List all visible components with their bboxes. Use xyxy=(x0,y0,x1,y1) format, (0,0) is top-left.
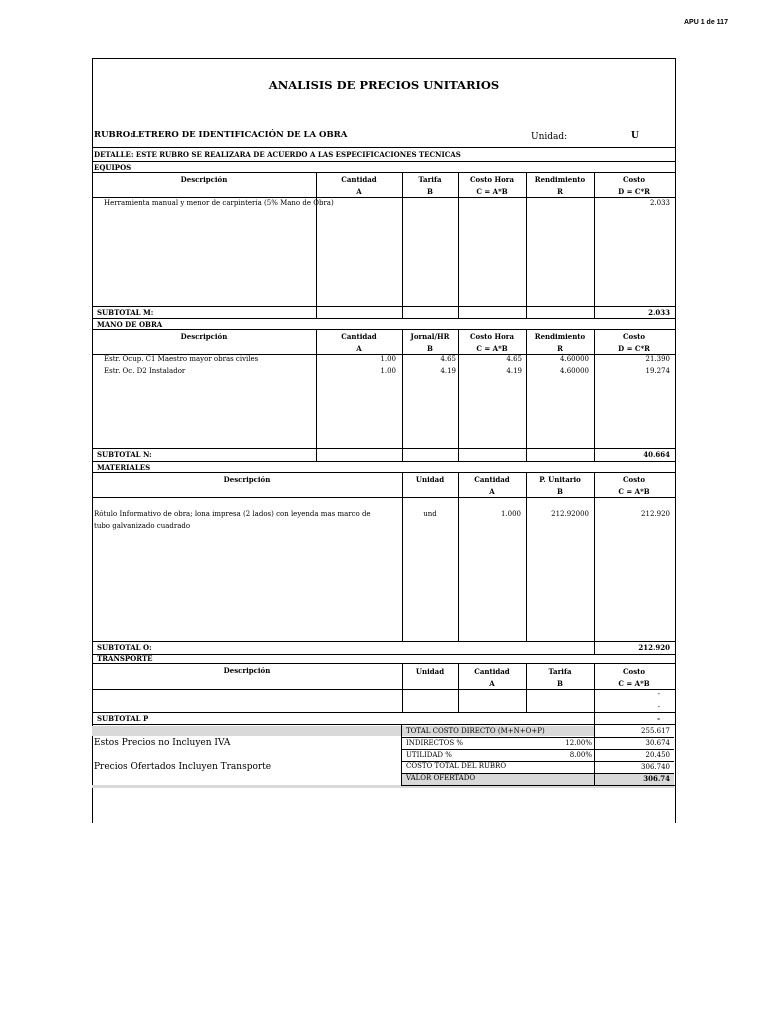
trans-subtotal-label: SUBTOTAL P xyxy=(97,714,149,723)
mat-subtotal: 212.920 xyxy=(638,643,670,652)
mano-row-rendimiento: 4.60000 xyxy=(560,367,589,375)
total-directo-label: TOTAL COSTO DIRECTO (M+N+O+P) xyxy=(406,727,545,735)
costo-total-label: COSTO TOTAL DEL RUBRO xyxy=(406,762,507,770)
trans-row-dash: - xyxy=(657,703,660,711)
equipos-header-costo: Costo xyxy=(622,175,646,184)
equipos-header-tarifa: Tarifa xyxy=(418,175,442,184)
equipos-subtotal-label: SUBTOTAL M: xyxy=(97,308,154,317)
equipos-row-costo: 2.033 xyxy=(649,199,670,207)
equipos-sub-r: R xyxy=(557,187,563,196)
equipos-sub-a: A xyxy=(356,187,362,196)
mat-row-desc-line2: tubo galvanizado cuadrado xyxy=(94,522,191,530)
mat-row-cantidad: 1.000 xyxy=(500,510,521,518)
mano-header-cantidad: Cantidad xyxy=(341,332,377,341)
detalle-text: DETALLE: ESTE RUBRO SE REALIZARA DE ACUERDO A LAS ESPECIFICACIONES TECNICAS xyxy=(94,150,461,159)
mano-row-rendimiento: 4.60000 xyxy=(560,355,589,363)
mano-header-costo: Costo xyxy=(622,332,646,341)
section-equipos: EQUIPOS xyxy=(94,163,132,172)
trans-header-cantidad: Cantidad xyxy=(474,667,510,676)
equipos-subtotal: 2.033 xyxy=(648,308,670,317)
mano-sub-d: D = C*R xyxy=(618,344,650,353)
unidad-value: U xyxy=(631,131,639,141)
mano-sub-b: B xyxy=(427,344,433,353)
mano-subtotal: 40.664 xyxy=(643,450,670,459)
mano-row-costo: 19.274 xyxy=(645,367,670,375)
equipos-sub-b: B xyxy=(427,187,433,196)
mano-row-jornal: 4.65 xyxy=(440,355,456,363)
mano-row-costo-hora: 4.65 xyxy=(506,355,522,363)
equipos-sub-c: C = A*B xyxy=(476,187,508,196)
trans-row-dash: - xyxy=(657,690,660,698)
mat-sub-a: A xyxy=(489,487,495,496)
indirectos-pct: 12.00% xyxy=(565,739,592,747)
mano-row-cantidad: 1.00 xyxy=(380,367,396,375)
mano-header-costo-hora: Costo Hora xyxy=(469,332,515,341)
equipos-header-costo-hora: Costo Hora xyxy=(469,175,515,184)
trans-header-desc: Descripción xyxy=(223,666,271,675)
trans-sub-b: B xyxy=(557,679,563,688)
mano-row-cantidad: 1.00 xyxy=(380,355,396,363)
equipos-header-rendimiento: Rendimiento xyxy=(534,175,586,184)
trans-sub-a: A xyxy=(489,679,495,688)
mat-subtotal-label: SUBTOTAL O: xyxy=(97,643,152,652)
trans-header-unidad: Unidad xyxy=(415,667,445,676)
costo-total-value: 306.740 xyxy=(641,763,670,771)
mat-header-costo: Costo xyxy=(622,475,646,484)
utilidad-value: 20.450 xyxy=(645,751,670,759)
mano-header-rendimiento: Rendimiento xyxy=(534,332,586,341)
mano-subtotal-label: SUBTOTAL N: xyxy=(97,450,152,459)
total-directo-value: 255.617 xyxy=(641,727,670,735)
valor-ofertado-label: VALOR OFERTADO xyxy=(406,774,476,782)
mat-sub-c: C = A*B xyxy=(618,487,650,496)
mano-header-jornal: Jornal/HR xyxy=(410,332,450,341)
mat-row-desc-line1: Rótulo Informativo de obra; lona impresa (2 lados) con leyenda mas marco de xyxy=(94,510,371,518)
note-transporte: Precios Ofertados Incluyen Transporte xyxy=(94,762,272,772)
mat-header-unidad: Unidad xyxy=(415,475,445,484)
section-materiales: MATERIALES xyxy=(97,463,151,472)
trans-sub-c: C = A*B xyxy=(618,679,650,688)
mano-header-desc: Descripción xyxy=(180,332,228,341)
equipos-header-desc: Descripción xyxy=(180,175,228,184)
utilidad-pct: 8.00% xyxy=(569,751,592,759)
mano-row-desc: Estr. Ocup. C1 Maestro mayor obras civiles xyxy=(104,355,259,363)
indirectos-label: INDIRECTOS % xyxy=(406,739,464,747)
mano-sub-a: A xyxy=(356,344,362,353)
equipos-sub-d: D = C*R xyxy=(618,187,650,196)
mat-row-p-unitario: 212.92000 xyxy=(551,510,589,518)
mano-sub-c: C = A*B xyxy=(476,344,508,353)
equipos-header-cantidad: Cantidad xyxy=(341,175,377,184)
mano-row-costo-hora: 4.19 xyxy=(506,367,522,375)
section-transporte: TRANSPORTE xyxy=(97,654,153,663)
mano-row-costo: 21.390 xyxy=(645,355,670,363)
page-number: APU 1 de 117 xyxy=(684,19,728,26)
rubro-label: RUBRO: xyxy=(94,130,134,140)
rubro-name: LETRERO DE IDENTIFICACIÓN DE LA OBRA xyxy=(132,130,348,140)
mano-sub-r: R xyxy=(557,344,563,353)
section-mano-obra: MANO DE OBRA xyxy=(97,320,163,329)
unidad-label: Unidad: xyxy=(531,132,568,142)
mat-sub-b: B xyxy=(557,487,563,496)
mat-row-costo: 212.920 xyxy=(641,510,670,518)
note-iva: Estos Precios no Incluyen IVA xyxy=(94,738,231,748)
mat-header-desc: Descripción xyxy=(223,475,271,484)
trans-header-costo: Costo xyxy=(622,667,646,676)
mat-header-p-unitario: P. Unitario xyxy=(539,475,581,484)
mano-row-desc: Estr. Oc. D2 Instalador xyxy=(104,367,186,375)
equipos-row-desc: Herramienta manual y menor de carpinteria (5% Mano de Obra) xyxy=(104,199,334,207)
mat-header-cantidad: Cantidad xyxy=(474,475,510,484)
page-title: ANALISIS DE PRECIOS UNITARIOS xyxy=(268,78,500,92)
valor-ofertado-value: 306.74 xyxy=(643,774,670,783)
indirectos-value: 30.674 xyxy=(645,739,670,747)
trans-header-tarifa: Tarifa xyxy=(548,667,572,676)
trans-subtotal: - xyxy=(657,714,660,723)
utilidad-label: UTILIDAD % xyxy=(406,751,452,759)
mano-row-jornal: 4.19 xyxy=(440,367,456,375)
mat-row-unidad: und xyxy=(423,510,437,518)
